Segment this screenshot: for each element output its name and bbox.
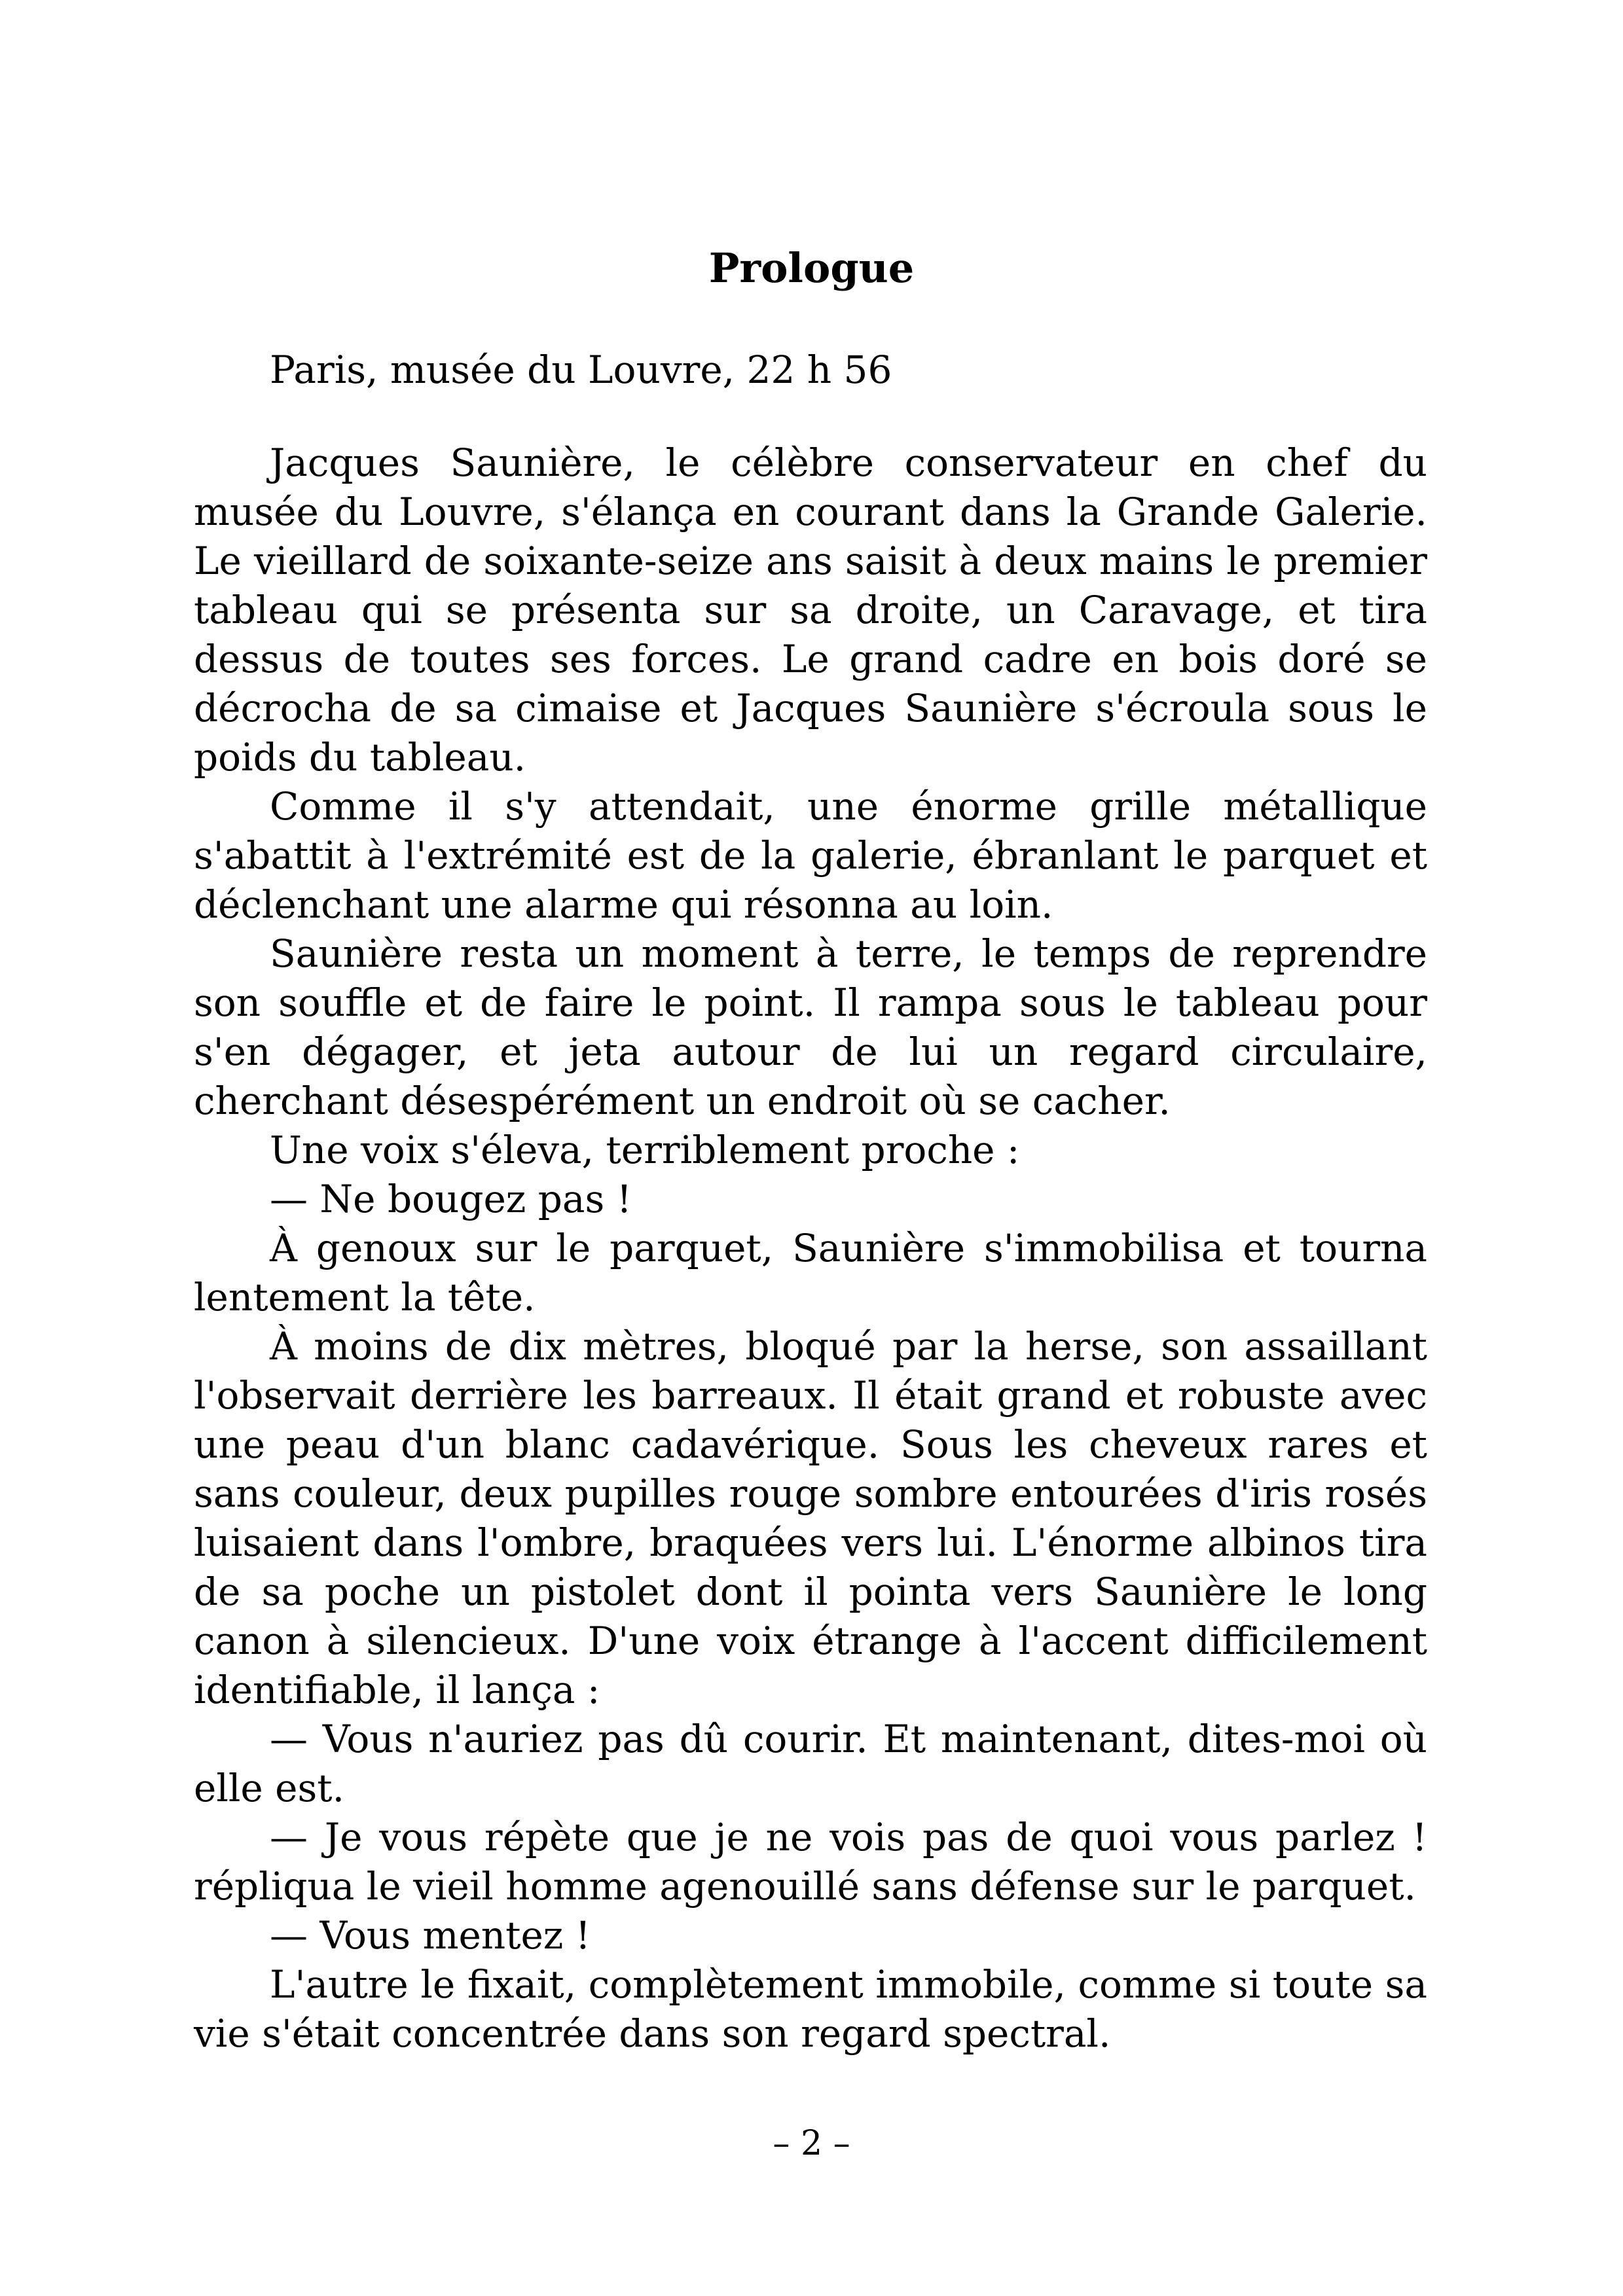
- dialogue-line: — Ne bougez pas !: [270, 1177, 632, 1221]
- location-line: Paris, musée du Louvre, 22 h 56: [270, 348, 892, 392]
- dialogue-line: — Je vous répète que je ne vois pas de quoi vous parlez ! répliqua le vieil homme agenouillé sans défense sur le parquet.: [194, 1815, 1427, 1909]
- dialogue-line: — Vous mentez !: [270, 1913, 591, 1958]
- paragraph: Comme il s'y attendait, une énorme grille métallique s'abattit à l'extrémité est de la galerie, ébranlant le parquet et déclenchant une alarme qui résonna au loin.: [194, 784, 1427, 927]
- paragraph: À genoux sur le parquet, Saunière s'immobilisa et tourna lentement la tête.: [194, 1226, 1427, 1319]
- paragraph: À moins de dix mètres, bloqué par la herse, son assaillant l'observait derrière les barreaux. Il était grand et robuste avec une peau d'un blanc cadavérique. Sous les cheveux rares et sans couleur, deux pupilles rouge sombre entourées d'iris rosés luisaient dans l'ombre, braquées vers lui. L'énorme albinos tira de sa poche un pistolet dont il pointa vers Saunière le long canon à silencieux. D'une voix étrange à l'accent difficilement identifiable, il lança :: [194, 1324, 1427, 1712]
- paragraph: Saunière resta un moment à terre, le temps de reprendre son souffle et de faire le point. Il rampa sous le tableau pour s'en dégager, et jeta autour de lui un regard circulaire, cherchant désespérément un endroit où se cacher.: [194, 931, 1427, 1123]
- dialogue-line: — Vous n'auriez pas dû courir. Et maintenant, dites-moi où elle est.: [194, 1717, 1427, 1810]
- paragraph: Une voix s'éleva, terriblement proche :: [270, 1128, 1020, 1172]
- paragraph: Jacques Saunière, le célèbre conservateur en chef du musée du Louvre, s'élança en courant dans la Grande Galerie. Le vieillard de soixante-seize ans saisit à deux mains le premier tableau qui se présenta sur sa droite, un Caravage, et tira dessus de toutes ses forces. Le grand cadre en bois doré se décrocha de sa cimaise et Jacques Saunière s'écroula sous le poids du tableau.: [194, 440, 1427, 780]
- page-number: – 2 –: [773, 2124, 850, 2163]
- body-text: [194, 439, 1427, 2058]
- chapter-title: Prologue: [708, 244, 915, 292]
- paragraph: L'autre le fixait, complètement immobile, comme si toute sa vie s'était concentrée dans son regard spectral.: [194, 1962, 1427, 2056]
